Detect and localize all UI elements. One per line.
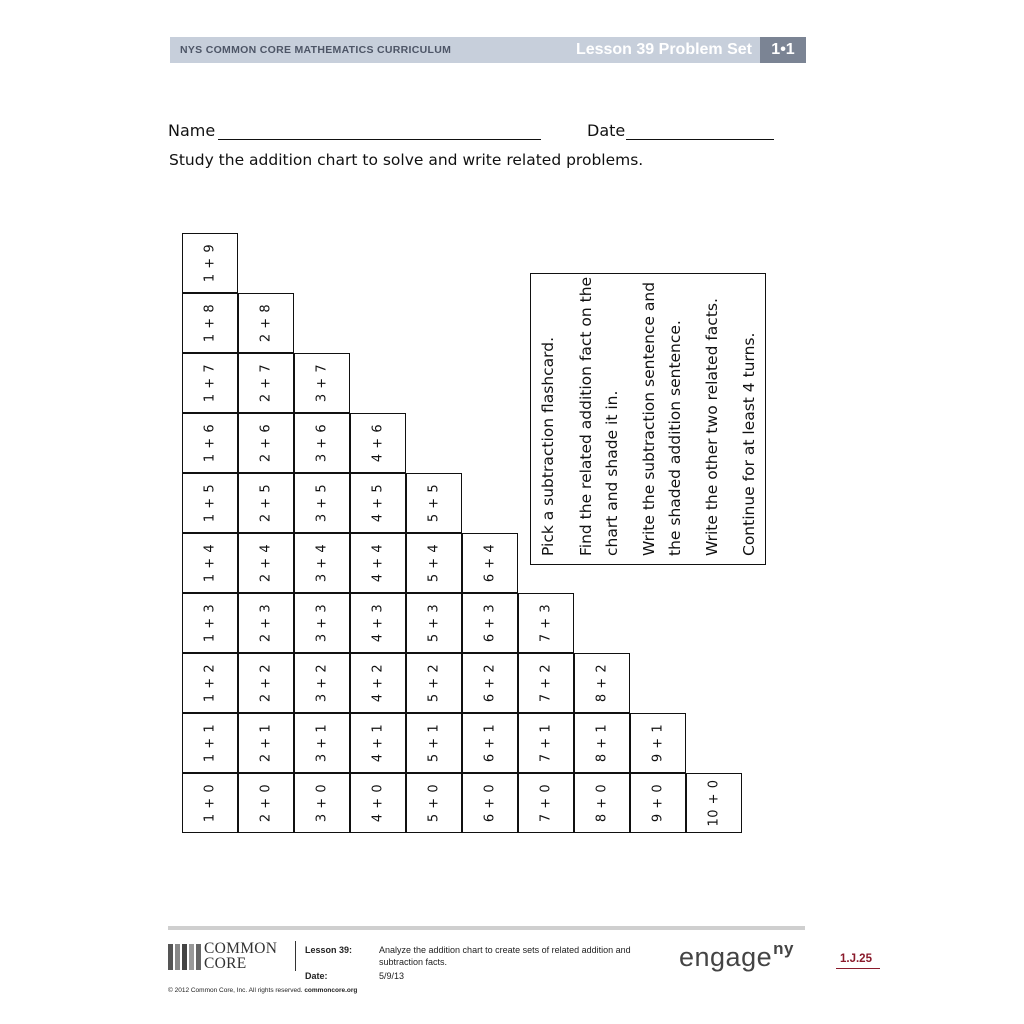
chart-cell[interactable] [238, 353, 294, 413]
chart-fact-label: 4 + 2 [370, 663, 386, 703]
lesson-label: Lesson 39: [305, 945, 353, 955]
chart-cell[interactable] [350, 533, 406, 593]
chart-fact-label: 4 + 4 [370, 543, 386, 583]
copyright [168, 987, 357, 994]
chart-fact-label: 4 + 5 [370, 483, 386, 523]
chart-fact-label: 1 + 1 [202, 723, 218, 763]
date-footer-label: Date: [305, 971, 328, 981]
chart-fact-label: 2 + 7 [258, 363, 274, 403]
chart-fact-label: 1 + 9 [202, 243, 218, 283]
chart-fact-label: 6 + 0 [482, 783, 498, 823]
chart-cell[interactable] [294, 773, 350, 833]
chart-fact-label: 5 + 3 [426, 603, 442, 643]
chart-fact-label: 2 + 2 [258, 663, 274, 703]
date-field[interactable] [626, 139, 774, 140]
chart-fact-label: 1 + 8 [202, 303, 218, 343]
chart-cell[interactable] [350, 653, 406, 713]
logo-line-1: COMMON [204, 940, 278, 957]
chart-fact-label: 8 + 1 [594, 723, 610, 763]
chart-cell[interactable] [294, 713, 350, 773]
chart-cell[interactable] [406, 773, 462, 833]
chart-cell[interactable] [238, 593, 294, 653]
common-core-logo-icon [168, 944, 202, 970]
date-value: 5/9/13 [379, 971, 405, 981]
chart-fact-label: 3 + 5 [314, 483, 330, 523]
chart-cell[interactable] [182, 233, 238, 293]
chart-fact-label: 7 + 2 [538, 663, 554, 703]
chart-fact-label: 3 + 1 [314, 723, 330, 763]
lesson-description-1: Analyze the addition chart to create sets of related addition and [379, 945, 631, 955]
chart-cell[interactable] [182, 353, 238, 413]
chart-fact-label: 3 + 4 [314, 543, 330, 583]
chart-fact-label: 2 + 0 [258, 783, 274, 823]
logo-line-2: CORE [204, 955, 247, 972]
header-banner [170, 37, 806, 63]
chart-cell[interactable] [406, 473, 462, 533]
chart-fact-label: 4 + 3 [370, 603, 386, 643]
curriculum-title: NYS COMMON CORE MATHEMATICS CURRICULUM [180, 44, 452, 56]
chart-fact-label: 3 + 6 [314, 423, 330, 463]
chart-cell[interactable] [406, 533, 462, 593]
chart-cell[interactable] [350, 773, 406, 833]
chart-fact-label: 7 + 3 [538, 603, 554, 643]
chart-fact-label: 7 + 0 [538, 783, 554, 823]
chart-fact-label: 4 + 1 [370, 723, 386, 763]
chart-fact-label: 8 + 0 [594, 783, 610, 823]
chart-fact-label: 5 + 0 [426, 783, 442, 823]
common-core-wordmark [204, 941, 277, 971]
chart-cell[interactable] [238, 653, 294, 713]
chart-fact-label: 2 + 8 [258, 303, 274, 343]
chart-fact-label: 1 + 6 [202, 423, 218, 463]
chart-cell[interactable] [238, 473, 294, 533]
chart-cell[interactable] [518, 593, 574, 653]
chart-cell[interactable] [630, 713, 686, 773]
chart-cell[interactable] [518, 653, 574, 713]
chart-fact-label: 4 + 6 [370, 423, 386, 463]
chart-fact-label: 2 + 3 [258, 603, 274, 643]
engage-ny: ny [773, 939, 794, 958]
chart-fact-label: 2 + 4 [258, 543, 274, 583]
chart-cell[interactable] [294, 413, 350, 473]
chart-cell[interactable] [350, 593, 406, 653]
chart-cell[interactable] [686, 773, 742, 833]
chart-cell[interactable] [182, 413, 238, 473]
step-line: Write the other two related facts. [703, 298, 721, 556]
chart-fact-label: 7 + 1 [538, 723, 554, 763]
chart-fact-label: 6 + 2 [482, 663, 498, 703]
chart-fact-label: 1 + 0 [202, 783, 218, 823]
chart-cell[interactable] [182, 653, 238, 713]
chart-cell[interactable] [518, 773, 574, 833]
step-line: Find the related addition fact on the [577, 276, 595, 556]
chart-fact-label: 3 + 3 [314, 603, 330, 643]
chart-cell[interactable] [350, 713, 406, 773]
step-line: Write the subtraction sentence and [640, 281, 658, 556]
chart-cell[interactable] [518, 713, 574, 773]
chart-cell[interactable] [294, 593, 350, 653]
chart-cell[interactable] [238, 773, 294, 833]
copyright-site-link[interactable]: commoncore.org [304, 987, 358, 994]
chart-cell[interactable] [350, 413, 406, 473]
chart-cell[interactable] [182, 293, 238, 353]
copyright-text: © 2012 Common Core, Inc. All rights reserved. [168, 987, 303, 994]
step-line: Continue for at least 4 turns. [740, 332, 758, 556]
chart-fact-label: 2 + 6 [258, 423, 274, 463]
chart-cell[interactable] [182, 713, 238, 773]
chart-fact-label: 5 + 2 [426, 663, 442, 703]
chart-fact-label: 8 + 2 [594, 663, 610, 703]
chart-cell[interactable] [238, 413, 294, 473]
chart-cell[interactable] [182, 473, 238, 533]
engage-word: engage [679, 942, 773, 972]
chart-cell[interactable] [462, 653, 518, 713]
chart-fact-label: 3 + 0 [314, 783, 330, 823]
chart-cell[interactable] [350, 473, 406, 533]
page-code: 1.J.25 [840, 953, 872, 965]
footer-rule [168, 926, 805, 930]
chart-fact-label: 6 + 3 [482, 603, 498, 643]
name-field[interactable] [218, 139, 541, 140]
chart-cell[interactable] [462, 773, 518, 833]
chart-cell[interactable] [294, 533, 350, 593]
chart-cell[interactable] [182, 773, 238, 833]
chart-fact-label: 6 + 1 [482, 723, 498, 763]
chart-cell[interactable] [406, 653, 462, 713]
grade-module-badge: 1•1 [760, 37, 806, 63]
footer-divider [295, 941, 296, 971]
chart-fact-label: 1 + 2 [202, 663, 218, 703]
chart-cell[interactable] [406, 713, 462, 773]
chart-cell[interactable] [630, 773, 686, 833]
chart-cell[interactable] [462, 533, 518, 593]
chart-cell[interactable] [238, 713, 294, 773]
chart-cell[interactable] [182, 593, 238, 653]
step-line: chart and shade it in. [603, 390, 621, 556]
instructions-text: Study the addition chart to solve and write related problems. [169, 151, 644, 169]
chart-fact-label: 4 + 0 [370, 783, 386, 823]
chart-cell[interactable] [294, 473, 350, 533]
chart-fact-label: 3 + 7 [314, 363, 330, 403]
chart-fact-label: 2 + 5 [258, 483, 274, 523]
step-line: Pick a subtraction flashcard. [539, 336, 557, 556]
chart-cell[interactable] [238, 533, 294, 593]
chart-fact-label: 9 + 1 [650, 723, 666, 763]
chart-fact-label: 5 + 5 [426, 483, 442, 523]
chart-fact-label: 1 + 4 [202, 543, 218, 583]
chart-cell[interactable] [406, 593, 462, 653]
chart-fact-label: 9 + 0 [650, 783, 666, 823]
lesson-title: Lesson 39 Problem Set [575, 41, 752, 58]
chart-fact-label: 10 + 0 [706, 779, 722, 827]
chart-cell[interactable] [462, 713, 518, 773]
chart-fact-label: 1 + 7 [202, 363, 218, 403]
lesson-description-2: subtraction facts. [379, 957, 448, 967]
chart-fact-label: 1 + 3 [202, 603, 218, 643]
chart-cell[interactable] [294, 653, 350, 713]
chart-cell[interactable] [574, 713, 630, 773]
chart-cell[interactable] [182, 533, 238, 593]
chart-fact-label: 2 + 1 [258, 723, 274, 763]
chart-fact-label: 3 + 2 [314, 663, 330, 703]
engage-ny-logo [679, 939, 794, 973]
chart-fact-label: 5 + 4 [426, 543, 442, 583]
steps-box [530, 273, 766, 565]
chart-fact-label: 1 + 5 [202, 483, 218, 523]
name-label: Name [168, 121, 216, 140]
chart-fact-label: 6 + 4 [482, 543, 498, 583]
step-line: the shaded addition sentence. [666, 320, 684, 556]
date-label: Date [587, 121, 626, 140]
chart-cell[interactable] [462, 593, 518, 653]
page-code-underline [836, 968, 880, 969]
chart-cell[interactable] [574, 773, 630, 833]
chart-cell[interactable] [294, 353, 350, 413]
chart-cell[interactable] [574, 653, 630, 713]
chart-cell[interactable] [238, 293, 294, 353]
chart-fact-label: 5 + 1 [426, 723, 442, 763]
